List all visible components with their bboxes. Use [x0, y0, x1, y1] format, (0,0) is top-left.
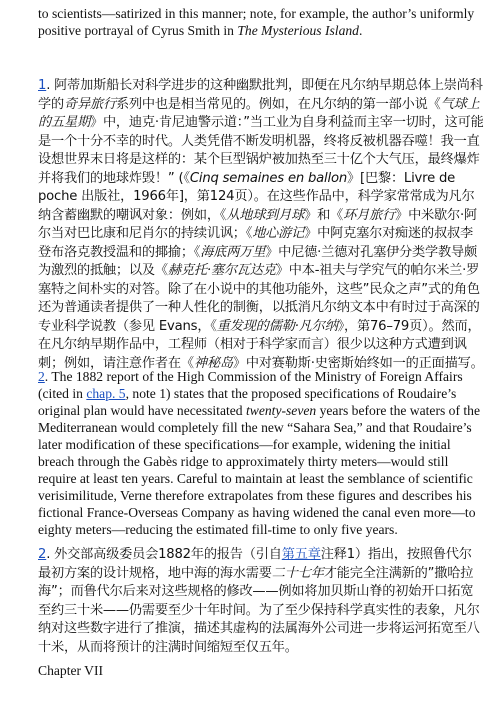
note-text: 》和《 — [304, 207, 344, 223]
note-text: 才能完全注满新的”撒哈拉海”；而鲁代尔后来对这些规格的修改——例如将加贝斯山脊的初始开口拓宽至约三十米——仍需要至少十年时间。为了至少保持科学真实性的表象，凡尔纳对这些数字进行了推演，描述其虚构的法属海外公司进一步将运河拓宽至八十米，从而将预计的注满时间缩短至仅五年。 — [38, 565, 480, 655]
note-text: 》，第76–79页）。然而，在凡尔纳早期作品中，工程师（相对于科学家而言）很少以这种方式遭到讽刺；例如，请注意作者在《 — [38, 318, 481, 371]
note-text: . 阿蒂加斯船长对科学进步的这种幽默批判，即便在凡尔纳早期总体上崇尚科学的 — [38, 78, 483, 112]
book-title-italic: The Mysterious Island — [237, 23, 359, 38]
intro-text: to scientists—satirized in this manner; note, for example, the author’s uniformly positive portrayal of Cyrus Smith in — [38, 6, 475, 38]
note-text: 》中米歇尔·阿尔当对巴比康和尼肖尔的持续讥讽；《 — [38, 207, 477, 241]
note-text: , note 1) states that the proposed specifications of Roudaire’s original plan would have necessitated — [38, 386, 457, 418]
note-italic: 环月旅行 — [343, 207, 396, 223]
note-italic: 奇异旅行 — [63, 96, 116, 112]
note-text: . The 1882 report of the High Commission of the Ministry of Foreign Affairs (cited in — [38, 369, 463, 401]
note-italic: 从地球到月球 — [226, 207, 305, 223]
intro-text-end: . — [358, 23, 363, 38]
footnote-link-2-zh[interactable]: 2 — [38, 547, 47, 562]
note-2-english — [38, 368, 484, 538]
note-text: 系列中也是相当常见的。例如，在凡尔纳的第一部小说《 — [115, 96, 441, 112]
chapter-heading: Chapter VII — [38, 663, 104, 678]
note-text: 》[巴黎：Livre de poche 出版社，1966年]，第124页）。在这些作品中，科学家常常成为凡尔纳含蓄幽默的嘲讽对象：例如，《 — [38, 170, 475, 223]
note-text: 》中尼德·兰德对孔塞伊分类学教导颇为激烈的抵触；以及《 — [38, 244, 477, 278]
note-text: 》中，迪克·肯尼迪警示道：”当工业为自身利益而主宰一切时，这可能是一个十分不幸的时代。人类凭借不断发明机器，终将反被机器吞噬！我一直设想世界末日将是这样的：某个巨型锅炉被加热至三十亿个大气压，最终爆炸并将我们的地球炸毁！” (《 — [38, 115, 484, 186]
chapter-5-link-zh[interactable]: 第五章 — [281, 547, 321, 562]
note-italic: 重发现的儒勒·凡尔纳 — [216, 318, 338, 334]
note-italic: Cinq semaines en ballon — [189, 170, 348, 186]
note-1-chinese — [38, 77, 484, 373]
footnote-link-2[interactable]: 2 — [38, 369, 45, 384]
note-italic: 海底两万里 — [200, 244, 266, 260]
note-text: 》中阿克塞尔对痴迷的叔叔李登布洛克教授温和的揶揄；《 — [38, 226, 473, 260]
note-text: 》中本-祖夫与学究气的帕尔米兰·罗塞特之间朴实的对答。除了在小说中的其他功能外，这些”民众之声”式的角色还为普通读者提供了一种人性化的制衡，以抵消凡尔纳文本中有时过于高深的专业科学说教（参见 Evans，《 — [38, 263, 480, 334]
note-italic: 赫克托·塞尔瓦达克 — [167, 263, 276, 278]
note-italic: twenty-seven — [246, 403, 317, 418]
intro-paragraph — [38, 5, 484, 39]
note-italic: 神秘岛 — [193, 355, 233, 371]
note-text: . 外交部高级委员会1882年的报告（引自 — [46, 547, 282, 562]
footnote-link-1[interactable]: 1 — [38, 78, 47, 93]
note-italic: 二十七年 — [271, 565, 324, 581]
note-italic: 地心游记 — [252, 226, 305, 241]
note-text: years before the waters of the Mediterranean would completely fill the new “Sahara Sea,” and that Roudaire’s later modification of these specifications—for example, widening the initial breach through the Gabès ridge to approximately thirty meters—would still require at least ten years. Careful to maintain at least the semblance of scientific verisimilitude, Verne therefore extrapolates from these figures and describes his fictional France-Overseas Company as having widened the canal even more—to eighty meters—reducing the estimated fill-time to only five years. — [38, 403, 481, 537]
chapter-5-link[interactable]: chap. 5 — [86, 386, 126, 401]
note-text: 注释1）指出，按照鲁代尔最初方案的设计规格，地中海的海水需要 — [38, 547, 472, 581]
note-2-chinese — [38, 546, 484, 657]
note-italic: 气球上的五星期 — [38, 96, 480, 130]
note-text: 》中对赛勒斯·史密斯始终如一的正面描写。 — [232, 355, 484, 371]
